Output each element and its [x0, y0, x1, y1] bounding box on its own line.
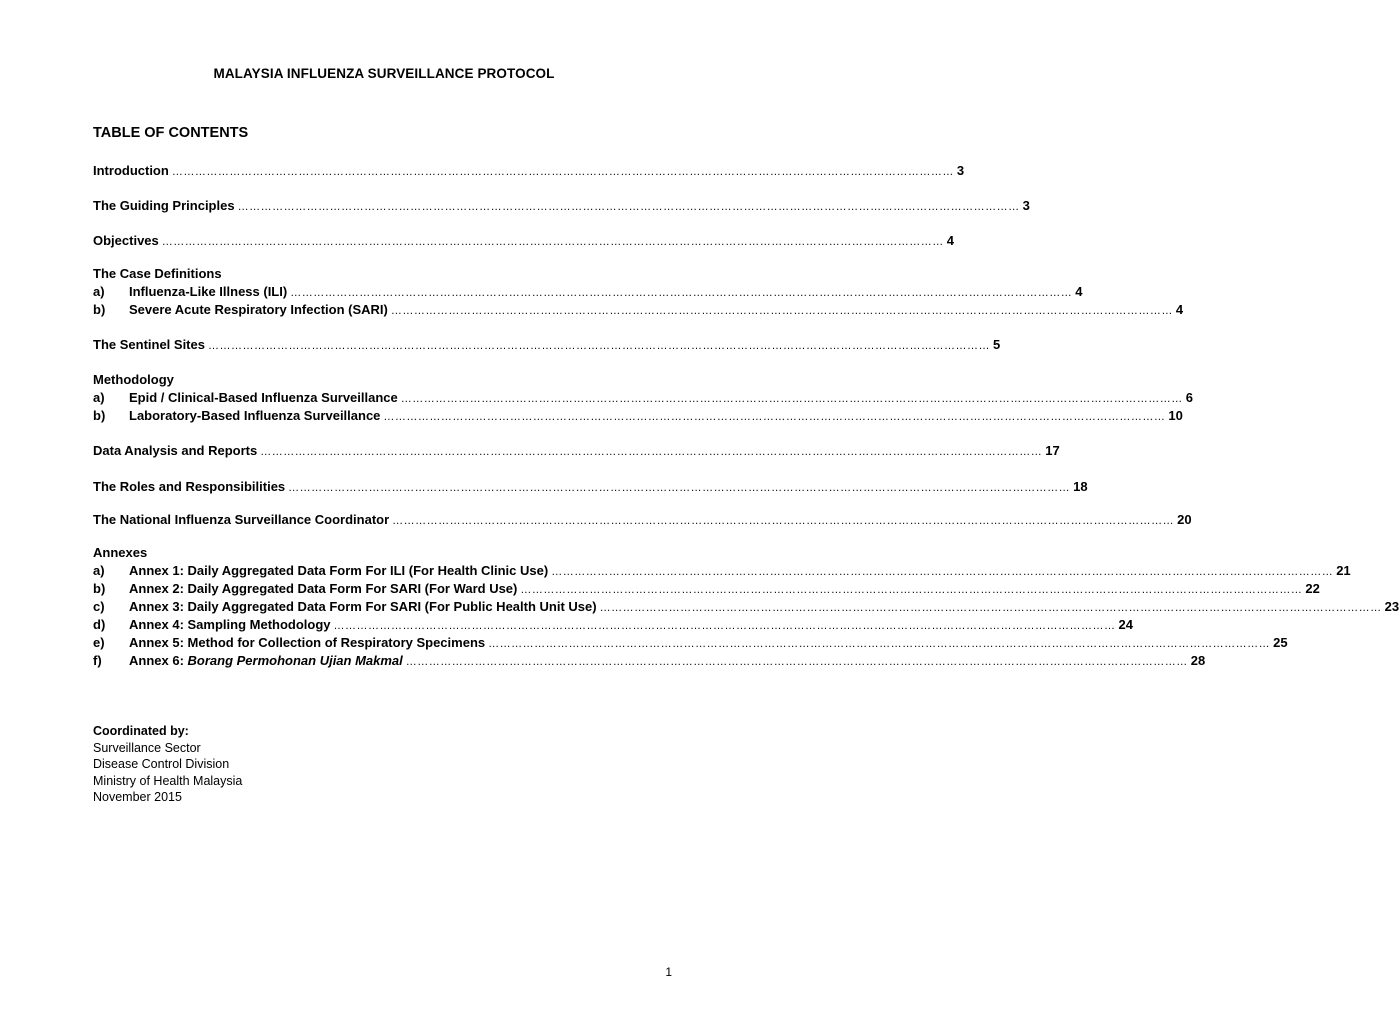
- toc-page-number: 20: [1177, 512, 1192, 527]
- toc-entry-text-italic: Borang Permohonan Ujian Makmal: [187, 653, 403, 668]
- toc-entry-text: Epid / Clinical-Based Influenza Surveillance: [129, 390, 398, 405]
- leader-dots: ……………………………………………………………………………………………………………………………………………………………………………………: [599, 602, 1382, 614]
- leader-dots: ……………………………………………………………………………………………………………………………………………………………………………………: [405, 656, 1188, 668]
- leader-dots: ……………………………………………………………………………………………………………………………………………………………………………………: [161, 236, 944, 248]
- toc-entry-text: Annex 3: Daily Aggregated Data Form For SARI (For Public Health Unit Use): [129, 599, 597, 614]
- toc-entry-text: Annex 1: Daily Aggregated Data Form For ILI (For Health Clinic Use): [129, 563, 549, 578]
- leader-dots: ……………………………………………………………………………………………………………………………………………………………………………………: [520, 584, 1303, 596]
- toc-heading: TABLE OF CONTENTS: [93, 125, 249, 141]
- toc-entry-text: Objectives: [93, 233, 159, 248]
- toc-entry-text: Influenza-Like Illness (ILI): [129, 284, 288, 299]
- toc-entry-sentinel-sites[interactable]: [93, 336, 1001, 354]
- leader-dots: ……………………………………………………………………………………………………………………………………………………………………………………: [290, 287, 1073, 299]
- toc-entry-text: [129, 652, 403, 670]
- coordinated-line: Ministry of Health Malaysia: [93, 773, 243, 788]
- coordinated-by-block: [93, 723, 242, 806]
- leader-dots: ……………………………………………………………………………………………………………………………………………………………………………………: [390, 305, 1173, 317]
- toc-item-letter: c): [93, 599, 105, 614]
- toc-entry-epid-clinical[interactable]: [93, 389, 1193, 407]
- toc-page-number: 4: [946, 233, 954, 248]
- toc-entry-text: Annex 2: Daily Aggregated Data Form For SARI (For Ward Use): [129, 581, 518, 596]
- toc-page-number: 28: [1190, 653, 1206, 668]
- leader-dots: ……………………………………………………………………………………………………………………………………………………………………………………: [392, 515, 1175, 527]
- toc-page-number: 4: [1075, 284, 1083, 299]
- toc-entry-guiding-principles[interactable]: [93, 197, 1030, 215]
- toc-entry-coordinator[interactable]: [93, 511, 1192, 529]
- leader-dots: ……………………………………………………………………………………………………………………………………………………………………………………: [237, 201, 1020, 213]
- toc-page-number: 3: [956, 163, 965, 178]
- toc-entry-annex-4[interactable]: [93, 616, 1133, 634]
- toc-entry-roles[interactable]: [93, 478, 1088, 496]
- toc-entry-text: The Roles and Responsibilities: [93, 479, 286, 494]
- toc-entry-text: Data Analysis and Reports: [93, 443, 258, 458]
- toc-page-number: 24: [1118, 617, 1133, 632]
- toc-item-letter: d): [93, 617, 106, 632]
- leader-dots: ……………………………………………………………………………………………………………………………………………………………………………………: [171, 166, 954, 178]
- coordinated-line: Disease Control Division: [93, 757, 230, 771]
- toc-page-number: 25: [1273, 635, 1288, 650]
- toc-entry-text: Introduction: [93, 163, 169, 178]
- leader-dots: ……………………………………………………………………………………………………………………………………………………………………………………: [400, 393, 1183, 405]
- toc-entry-text: The Sentinel Sites: [93, 337, 205, 352]
- toc-section-annexes: Annexes: [93, 545, 148, 560]
- toc-entry-text: The Guiding Principles: [93, 198, 235, 213]
- leader-dots: ……………………………………………………………………………………………………………………………………………………………………………………: [333, 620, 1116, 632]
- toc-entry-objectives[interactable]: [93, 232, 954, 250]
- toc-entry-text: Annex 5: Method for Collection of Respiratory Specimens: [129, 635, 486, 650]
- toc-item-letter: b): [93, 408, 106, 423]
- leader-dots: ……………………………………………………………………………………………………………………………………………………………………………………: [488, 638, 1271, 650]
- leader-dots: ……………………………………………………………………………………………………………………………………………………………………………………: [207, 340, 990, 352]
- toc-section-case-definitions: The Case Definitions: [93, 266, 222, 281]
- toc-page-number: 22: [1305, 581, 1320, 596]
- toc-entry-annex-1[interactable]: [93, 562, 1351, 580]
- toc-item-letter: a): [93, 390, 105, 405]
- leader-dots: ……………………………………………………………………………………………………………………………………………………………………………………: [551, 566, 1334, 578]
- toc-entry-text-prefix: Annex 6:: [129, 653, 188, 668]
- toc-entry-annex-6[interactable]: [93, 652, 1206, 670]
- toc-entry-text: Annex 4: Sampling Methodology: [129, 617, 331, 632]
- toc-entry-annex-5[interactable]: [93, 634, 1288, 652]
- toc-item-letter: e): [93, 635, 105, 650]
- toc-entry-text: Laboratory-Based Influenza Surveillance: [129, 408, 381, 423]
- toc-page-number: 10: [1168, 408, 1183, 423]
- toc-item-letter: b): [93, 302, 106, 317]
- leader-dots: ……………………………………………………………………………………………………………………………………………………………………………………: [260, 446, 1043, 458]
- toc-section-methodology: Methodology: [93, 372, 174, 387]
- toc-page-number: 17: [1045, 443, 1060, 458]
- toc-entry-text: Severe Acute Respiratory Infection (SARI): [129, 302, 388, 317]
- toc-entry-text: The National Influenza Surveillance Coordinator: [93, 512, 390, 527]
- toc-entry-data-analysis[interactable]: [93, 442, 1060, 460]
- toc-page-number: 18: [1073, 479, 1088, 494]
- document-title: MALAYSIA INFLUENZA SURVEILLANCE PROTOCOL: [213, 66, 555, 81]
- toc-page-number: 23: [1384, 599, 1399, 614]
- coordinated-line: November 2015: [93, 790, 182, 804]
- coordinated-line: Surveillance Sector: [93, 740, 201, 755]
- leader-dots: ……………………………………………………………………………………………………………………………………………………………………………………: [383, 411, 1166, 423]
- leader-dots: ……………………………………………………………………………………………………………………………………………………………………………………: [288, 482, 1071, 494]
- toc-page-number: 6: [1185, 390, 1193, 405]
- toc-item-letter: a): [93, 563, 105, 578]
- toc-entry-annex-2[interactable]: [93, 580, 1320, 598]
- toc-entry-annex-3[interactable]: [93, 598, 1399, 616]
- toc-entry-ili[interactable]: [93, 283, 1083, 301]
- toc-item-letter: a): [93, 284, 105, 299]
- toc-page-number: 5: [992, 337, 1001, 352]
- toc-page-number: 4: [1175, 302, 1184, 317]
- toc-item-letter: b): [93, 581, 106, 596]
- coordinated-by-label: Coordinated by:: [93, 724, 189, 738]
- toc-item-letter: f): [93, 653, 102, 668]
- toc-entry-laboratory[interactable]: [93, 407, 1183, 425]
- toc-entry-introduction[interactable]: [93, 162, 965, 180]
- toc-page-number: 3: [1022, 198, 1030, 213]
- toc-page-number: 21: [1336, 563, 1351, 578]
- toc-entry-sari[interactable]: [93, 301, 1184, 319]
- page-number: 1: [665, 965, 672, 979]
